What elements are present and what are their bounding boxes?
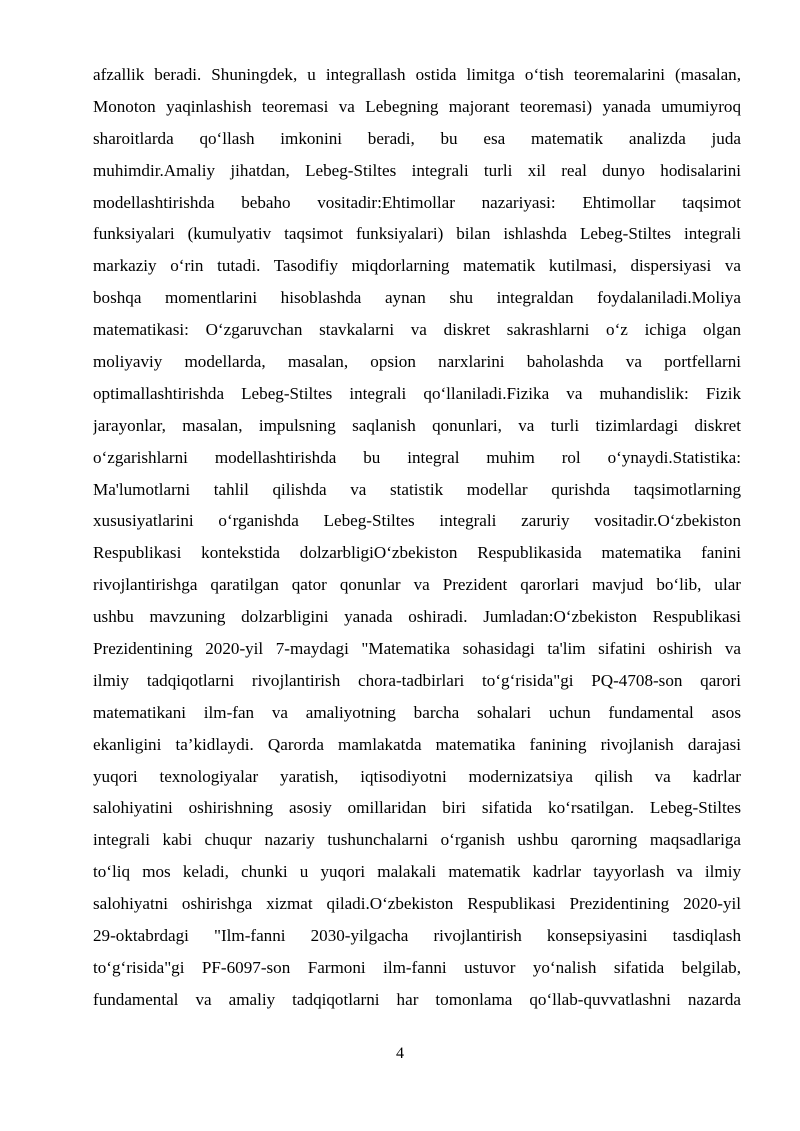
text-line: o‘zgarishlarni modellashtirishda bu integral muhim rol o‘ynaydi.Statistika:: [93, 447, 741, 467]
text-line: to‘liq mos keladi, chunki u yuqori malakali matematik kadrlar tayyorlash va ilmiy: [93, 862, 741, 882]
text-line: yuqori texnologiyalar yaratish, iqtisodiyotni modernizatsiya qilish va kadrlar: [93, 766, 741, 786]
text-line: salohiyatni oshirishga xizmat qiladi.O‘zbekiston Respublikasi Prezidentining 2020-yil: [93, 894, 741, 914]
page-number: 4: [396, 1045, 404, 1062]
text-line: afzallik beradi. Shuningdek, u integrallash ostida limitga o‘tish teoremalarini (masalan,: [93, 65, 741, 84]
text-line: 29-oktabrdagi "Ilm-fanni 2030-yilgacha rivojlantirish konsepsiyasini tasdiqlash: [93, 926, 741, 946]
text-line: Monoton yaqinlashish teoremasi va Lebegning majorant teoremasi) yanada umumiyroq: [93, 96, 741, 116]
text-line: salohiyatini oshirishning asosiy omillaridan biri sifatida ko‘rsatilgan. Lebeg-Stiltes: [93, 798, 741, 818]
text-line: markaziy o‘rin tutadi. Tasodifiy miqdorlarning matematik kutilmasi, dispersiyasi va: [93, 256, 741, 276]
text-line: matematikani ilm-fan va amaliyotning barcha sohalari uchun fundamental asos: [93, 702, 741, 722]
text-line: muhimdir.Amaliy jihatdan, Lebeg-Stiltes integrali turli xil real dunyo hodisalarini: [93, 160, 741, 180]
text-line: Ma'lumotlarni tahlil qilishda va statistik modellar qurishda taqsimotlarning: [93, 479, 741, 499]
text-line: rivojlantirishga qaratilgan qator qonunlar va Prezident qarorlari mavjud bo‘lib, ular: [93, 575, 741, 595]
text-line: funksiyalari (kumulyativ taqsimot funksiyalari) bilan ishlashda Lebeg-Stiltes integrali: [93, 224, 741, 244]
text-line: ilmiy tadqiqotlarni rivojlantirish chora-tadbirlari to‘g‘risida"gi PQ-4708-son qarori: [93, 670, 741, 690]
text-line: moliyaviy modellarda, masalan, opsion narxlarini baholashda va portfellarni: [93, 352, 741, 372]
text-line: sharoitlarda qo‘llash imkonini beradi, bu esa matematik analizda juda: [93, 128, 741, 148]
text-line: to‘g‘risida"gi PF-6097-son Farmoni ilm-fanni ustuvor yo‘nalish sifatida belgilab,: [93, 957, 741, 977]
text-line: jarayonlar, masalan, impulsning saqlanish qonunlari, va turli tizimlardagi diskret: [93, 415, 741, 435]
text-line: boshqa momentlarini hisoblashda aynan shu integraldan foydalaniladi.Moliya: [93, 288, 741, 308]
text-line: integrali kabi chuqur nazariy tushunchalarni o‘rganish ushbu qarorning maqsadlariga: [93, 830, 741, 850]
text-line: Respublikasi kontekstida dolzarbligiO‘zbekiston Respublikasida matematika fanini: [93, 543, 741, 563]
text-line: optimallashtirishda Lebeg-Stiltes integrali qo‘llaniladi.Fizika va muhandislik: Fizik: [93, 383, 741, 403]
text-line: xususiyatlarini o‘rganishda Lebeg-Stiltes integrali zaruriy vositadir.O‘zbekiston: [93, 511, 741, 531]
text-line: matematikasi: O‘zgaruvchan stavkalarni va diskret sakrashlarni o‘z ichiga olgan: [93, 320, 741, 340]
text-line: ushbu mavzuning dolzarbligini yanada oshiradi. Jumladan:O‘zbekiston Respublikasi: [93, 607, 741, 627]
body-text: [93, 59, 741, 1016]
text-line: modellashtirishda bebaho vositadir:Ehtimollar nazariyasi: Ehtimollar taqsimot: [93, 192, 741, 212]
text-line: Prezidentining 2020-yil 7-maydagi "Matematika sohasidagi ta'lim sifatini oshirish va: [93, 639, 741, 659]
text-line: fundamental va amaliy tadqiqotlarni har tomonlama qo‘llab-quvvatlashni nazarda: [93, 989, 741, 1009]
text-line: ekanligini ta’kidlaydi. Qarorda mamlakatda matematika fanining rivojlanish darajasi: [93, 734, 741, 754]
